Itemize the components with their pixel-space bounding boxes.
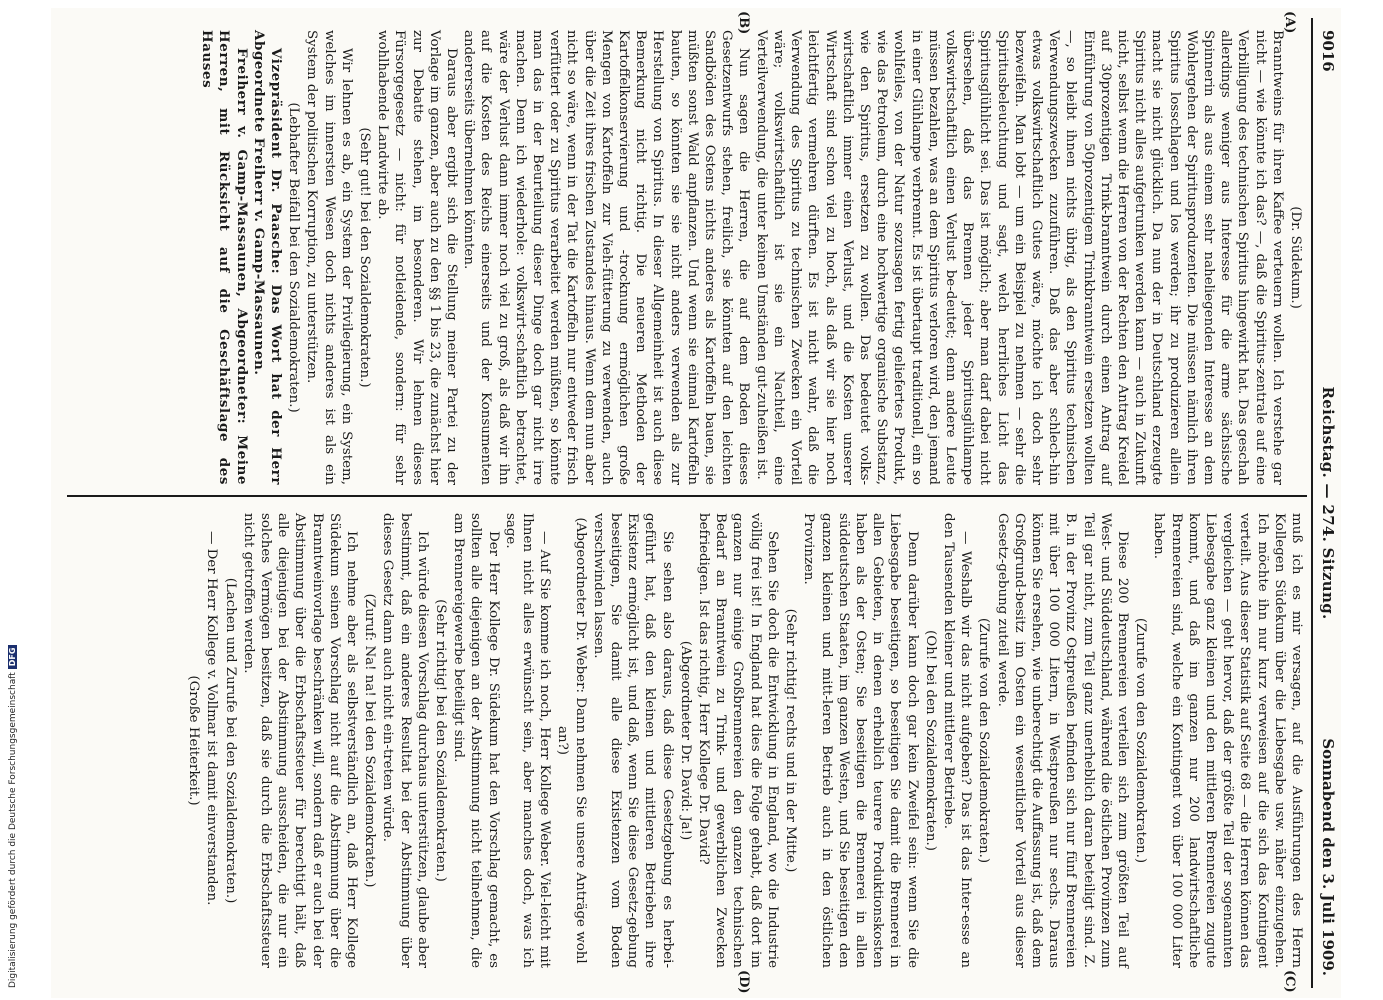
interjection: (Sehr gut! bei den Sozialdemokraten.) [357, 127, 373, 388]
right-column [184, 513, 1305, 968]
paragraph: Nun sagen die Herren, die auf dem Boden dieses Gesetzentwurfs stehen, freilich, sie könnten auf den leichten Sandböden des Ostens nichts anderes als Kartoffeln bauen, sie müßten sonst Wald anpflanzen. Und wenn sie einmal Kartoffeln bauten, so könnten sie sie nicht anders verwenden als zur Herstellung von Spiritus. In dieser Allgemeinheit ist auch diese Bemerkung nicht richtig. Die neueren Methoden der Kartoffelkonservierung und -trocknung ermöglichen große Mengen von Kartoffeln zur Vieh-fütterung zu verwenden, auch über die Zeit ihres frischen Zustandes hinaus. Wenn dem nun aber nicht so wäre, wenn in der Tat die Kartoffeln nur entweder frisch verfüttert oder zu Spiritus verarbeitet werden müßten, so könnte man das in der Beurteilung dieser Dinge doch gar nicht irre machen. Denn ich wiederhole: volkswirt-schaftlich betrachtet, wäre der Verlust dann immer noch viel zu groß, als daß wir ihn auf die Kosten des Reichs einerseits und der Konsumenten andererseits übernehmen könnten. [461, 30, 752, 485]
paragraph: Sie sehen also daraus, daß diese Gesetzgebung es herbei-geführt hat, daß den kleinen und mittleren Betrieben ihre Existenz ermöglicht ist, und daß, wenn Sie diese Gesetz-gebung beseitigen, Sie damit alle diese Existenzen vom Boden verschwinden lassen. [590, 513, 675, 968]
interjection: (Oh! bei den Sozialdemokraten.) [922, 630, 938, 851]
margin-marker-d: (D) [736, 970, 751, 994]
interjection: (Abgeordneter Dr. David: Ja!) [677, 640, 693, 841]
paragraph: Ich würde diesen Vorschlag durchaus unterstützen, glaube aber bestimmt, daß ein anderes Resultat bei der Abstimmung über dieses Gesetz dann auch nicht ein-treten würde. [380, 513, 430, 968]
paragraph: Diese 200 Brennereien verteilen sich zum größten Teil auf West- und Süddeutschland, während die östlichen Provinzen zum Teil gar nicht, zum Teil ganz unerheblich daran beteiligt sind. Z. B. in der Provinz Ostpreußen befinden sich nur fünf Brennereien mit über 100 000 Litern, in Westpreußen nur sechs. Daraus können Sie ersehen, wie unberechtigt die Auffassung ist, daß dem Großgrund-besitz im Osten ein wesentlicher Vorteil aus dieser Gesetz-gebung zuteil werde. [994, 513, 1130, 968]
paragraph: — Der Herr Kollege v. Vollmar ist damit einverstanden. [204, 531, 220, 906]
interjection: (Abgeordneter Dr. Weber: Dann nehmen Sie unsere Anträge wohl an?) [555, 517, 588, 964]
newspaper-page [51, 8, 1341, 998]
interjection: (Lachen und Zurufe bei den Sozialdemokraten.) [222, 577, 238, 904]
session-title: Reichstag. — 274. Sitzung. [1319, 386, 1337, 620]
column-divider [67, 495, 1307, 497]
paragraph: Sehen Sie doch die Entwicklung in England, wo die Industrie völlig frei ist! In England hat dies die Folge gehabt, daß dort im ganzen nur einige Großbrennereien den ganzen technischen Bedarf an Branntwein zu Trink- und gewerblichen Zwecken befriedigen. Ist das richtig, Herr Kollege Dr. David? [696, 513, 780, 968]
interjection: (Zuruf: Na! na! bei den Sozialdemokraten.) [362, 593, 378, 888]
interjection: (Sehr richtig! bei den Sozialdemokraten.) [433, 599, 449, 882]
session-date: Sonnabend den 3. Juli 1909. [1319, 738, 1337, 976]
dfg-logo: DFG [8, 645, 17, 670]
speaker-line: Freiherr v. Gamp-Massaunen, Abgeordneter: Meine Herren, mit Rücksicht auf die Geschäftslage des Hauses [199, 30, 250, 485]
header-rule [1311, 18, 1313, 988]
president-line: Vizepräsident Dr. Paasche: Das Wort hat der Herr Abgeordnete Freiherr v. Gamp-Massaunen. [250, 30, 285, 485]
left-column [198, 30, 1305, 485]
paragraph: Daraus aber ergibt sich die Stellung meiner Partei zu der Vorlage im ganzen, aber auch zu den §§ 1 bis 23, die zunächst hier zur Debatte stehen, im besonderen. Wir lehnen dieses Fürsorgegesetz — nicht: für notleidende, sondern: für sehr wohlhabende Landwirte ab. [375, 30, 460, 485]
interjection: (Große Heiterkeit.) [186, 675, 202, 806]
interjection: (Zurufe von den Sozialdemokraten.) [1133, 617, 1149, 864]
interjection: (Zurufe von den Sozialdemokraten.) [976, 617, 992, 864]
paragraph: — Auf Sie komme ich noch, Herr Kollege Weber. Viel-leicht mit Ihnen nicht alles erwünscht sein, aber manches doch, was ich sage. [502, 513, 553, 968]
paragraph: Der Herr Kollege Dr. Südekum hat den Vorschlag gemacht, es sollten alle diejenigen an der Abstimmung nicht teilnehmen, die am Brennereigewerbe beteiligt sind. [451, 513, 501, 968]
paragraph: Denn darüber kann doch gar kein Zweifel sein: wenn Sie die Liebesgabe beseitigen, so beseitigen Sie damit die Brennerei in allen Gebieten, in denen erheblich teurere Produktionskosten haben als der Osten; Sie beseitigen die Brennerei in allen süddeutschen Staaten, im ganzen Westen, und Sie beseitigen den ganzen kleinen und mitt-leren Betrieb auch in den östlichen Provinzen. [801, 513, 920, 968]
footer-text: Digitalisierung gefördert durch die Deutsche Forschungsgemeinschaft [8, 672, 18, 988]
paragraph: Wir lehnen es ab, ein System der Privilegierung, ein System, welches im innersten Wesen doch nichts anderes ist als ein System der politischen Korruption, zu unterstützen. [304, 30, 354, 485]
paragraph: Ich nehme aber als selbstverständlich an, daß Herr Kollege Südekum seinen Vorschlag nicht auf die Abstimmung über die Branntweinvorlage beschränken will, sondern daß er auch bei der Abstimmung über die Erbschaftssteuer für berechtigt hält, daß alle diejenigen bei der Abstimmung ausscheiden, die nur ein solches Vermögen besitzen, daß sie durch die Erbschaftssteuer nicht getroffen werden. [240, 513, 360, 968]
speaker-note: (Dr. Südekum.) [1288, 206, 1303, 309]
margin-marker-c: (C) [1282, 970, 1297, 993]
page-header [1315, 30, 1337, 976]
interjection: (Sehr richtig! rechts und in der Mitte.) [783, 608, 799, 873]
interjection: (Lebhafter Beifall bei den Sozialdemokraten.) [286, 102, 302, 413]
paragraph: Branntweins für ihren Kaffee verteuern wollen. Ich verstehe gar nicht — wie könnte ich das? —, daß die Spiritus-zentrale auf eine Verbilligung des technischen Spiritus hingewirkt hat. Das geschah allerdings weniger aus Interesse für die arme sächsische Spinnerin als aus einem sehr naheliegenden Interesse an dem Wohlergehen der Spiritusproduzenten. Die müssen nämlich ihren Spiritus losschlagen und los werden; ihr zu produzieren allein macht sie nicht glücklich. Da nun der in Deutschland erzeugte Spiritus nicht alles aufgetrunken werden kann — auch in Zukunft nicht, selbst wenn die Herren von der Rechten den Antrag Kreidel auf 30prozentigen Trink-branntwein durch einen Antrag auf Einführung von 50prozentigem Trinkbranntwein ersetzen wollten —, so bleibt ihnen nichts übrig, als den Spiritus technischen Verwendungszwecken zuzuführen. Daß das aber schlech-hin etwas volkswirtschaftlich Gutes wäre, möchte ich doch sehr bezweifeln. Man lobt — um ein Beispiel zu nehmen — sehr die Spiritusbeleuchtung und sagt, welch herrliches Licht das Spiritusglühlicht sei. Das ist möglich; aber man darf dabei nicht übersehen, daß das Brennen jeder Spiritusglühlampe volkswirtschaftlich einen Verlust be-deutet; denn andere Leute müssen bezahlen, was an dem Spiritus verloren wird, den jemand in einer Glühlampe verbrennt. Es ist übertaupt traditionell, ein so wohlfeiles, von der Natur sozusagen fertig geliefertes Produkt, wie das Petroleum, durch eine hochwertige organische Substanz, wie den Spiritus, ersetzen zu wollen. Das bedeutet volks-wirtschaftlich immer einen Verlust, und die Kosten unserer Wirtschaft sind schon viel zu hoch, als daß wir sie hier noch leichtfertig vermehren dürften. Es ist nicht wahr, daß die Verwendung des Spiritus zu technischen Zwecken ein Vorteil wäre; volkswirtschaftlich ist sie ein Nachteil, eine Verteilverwendung, die unter keinen Umständen gut-zuheißen ist. [753, 30, 1285, 485]
margin-marker-a: (A) [1282, 11, 1297, 34]
paragraph: — Weshalb wir das nicht aufgeben? Das ist das Inter-esse an den Tausenden kleiner und mittlerer Betriebe. [940, 513, 974, 968]
margin-marker-b: (B) [736, 11, 751, 35]
page-number: 9016 [1319, 30, 1337, 72]
paragraph: muß ich es mir versagen, auf die Ausführungen des Herrn Kollegen Südekum über die Liebesgabe usw. näher einzugehen. Ich möchte ihn nur kurz verweisen auf die sich das Kontingent verteilt. Aus dieser Statistik auf Seite 68 — die Herren können das vergleichen — geht hervor, daß der größte Teil der sogenannten Liebesgabe ganz kleinen und den mittleren Brennereien zugute kommt, und daß im ganzen nur 200 landwirtschaftliche Brennereien sind, welche ein Kontingent von über 100 000 Liter haben. [1151, 513, 1304, 968]
